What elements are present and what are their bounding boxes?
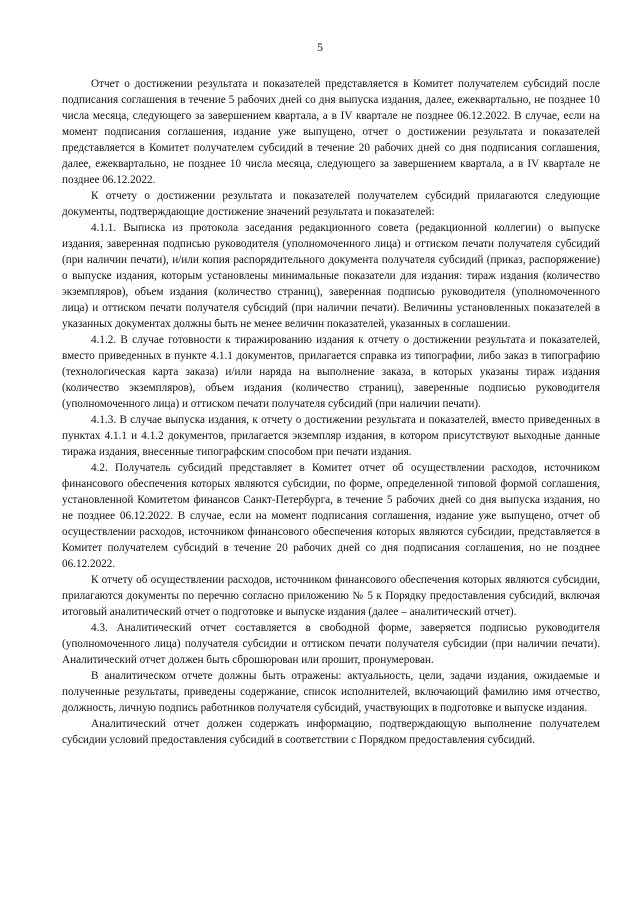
paragraph-analytical-report-contents: В аналитическом отчете должны быть отражены: актуальность, цели, задачи издания, ожидаемые и полученные результаты, приведены содержание, список исполнителей, включающий фамилию имя отчество, должность, личную подпись работников получателя субсидий, участвующих в подготовке и выпуске издания.	[62, 670, 600, 714]
paragraph-4-1-1: 4.1.1. Выписка из протокола заседания редакционного совета (редакционной коллегии) о выпуске издания, заверенная подписью руководителя (уполномоченного лица) и оттиском печати получателя субсидий (при наличии печати), и/или копия распорядительного документа получателя субсидий (приказ, распоряжение) о выпуске издания, которым установлены минимальные показатели для издания: тираж издания (количество экземпляров), объем издания (количество страниц), заверенная подписью руководителя (уполномоченного лица) и оттиском печати получателя субсидий (при наличии печати). Величины установленных показателей в указанных документах должны быть не менее величин показателей, указанных в соглашении.	[62, 222, 600, 330]
paragraph-analytical-report-compliance: Аналитический отчет должен содержать информацию, подтверждающую выполнение получателем субсидии условий предоставления субсидий в соответствии с Порядком предоставления субсидий.	[62, 718, 600, 746]
paragraph-expense-report-attachments: К отчету об осуществлении расходов, источником финансового обеспечения которых являются субсидии, прилагаются документы по перечню согласно приложению № 5 к Порядку предоставления субсидий, включая итоговый аналитический отчет о подготовке и выпуске издания (далее – аналитический отчет).	[62, 574, 600, 618]
paragraph-4-1-3: 4.1.3. В случае выпуска издания, к отчету о достижении результата и показателей, вместо приведенных в пунктах 4.1.1 и 4.1.2 документов, прилагается экземпляр издания, в котором присутствуют выходные данные тиража издания, внесенные типографским способом при печати издания.	[62, 414, 600, 458]
document-body	[62, 76, 600, 748]
paragraph-4-1-2: 4.1.2. В случае готовности к тиражированию издания к отчету о достижении результата и показателей, вместо приведенных в пункте 4.1.1 документов, прилагается справка из типографии, либо заказ в типографию (технологическая карта заказа) и/или наряда на выполнение заказа, в которых указаны тираж издания (количество экземпляров), объем издания (количество страниц), заверенные подписью руководителя (уполномоченного лица) и оттиском печати получателя субсидий (при наличии печати).	[62, 334, 600, 410]
paragraph-attached-documents: К отчету о достижении результата и показателей получателем субсидий прилагаются следующие документы, подтверждающие достижение значений результата и показателей:	[62, 190, 600, 218]
paragraph-4-2: 4.2. Получатель субсидий представляет в Комитет отчет об осуществлении расходов, источником финансового обеспечения которых являются субсидии, по форме, определенной типовой формой соглашения, установленной Комитетом финансов Санкт-Петербурга, в течение 5 рабочих дней со дня выпуска издания, но не позднее 06.12.2022. В случае, если на момент подписания соглашения, издание уже выпущено, отчет об осуществлении расходов, источником финансового обеспечения которых являются субсидии, представляется в Комитет получателем субсидий в течение 20 рабочих дней со дня подписания соглашения, но не позднее 06.12.2022.	[62, 462, 600, 570]
paragraph-report-submission: Отчет о достижении результата и показателей представляется в Комитет получателем субсидий после подписания соглашения в течение 5 рабочих дней со дня выпуска издания, далее, ежеквартально, не позднее 10 числа месяца, следующего за завершением квартала, а в IV квартале не позднее 06.12.2022. В случае, если на момент подписания соглашения, издание уже выпущено, отчет о достижении результата и показателей представляется в Комитет получателем субсидий в течение 20 рабочих дней со дня подписания соглашения, далее, ежеквартально, не позднее 10 числа месяца, следующего за завершением квартала, а в IV квартале не позднее 06.12.2022.	[62, 78, 600, 186]
paragraph-4-3: 4.3. Аналитический отчет составляется в свободной форме, заверяется подписью руководителя (уполномоченного лица) получателя субсидии и оттиском печати получателя субсидии (при наличии печати). Аналитический отчет должен быть сброшюрован или прошит, пронумерован.	[62, 622, 600, 666]
page-number: 5	[317, 40, 323, 54]
